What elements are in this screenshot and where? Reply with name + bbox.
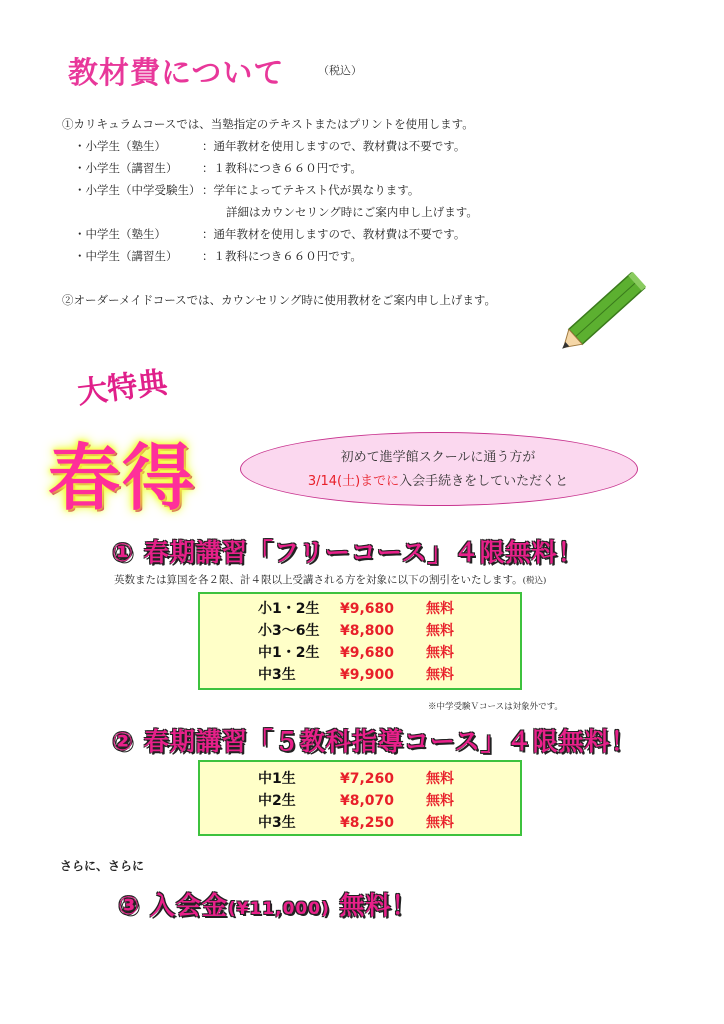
course1-note bbox=[114, 572, 546, 587]
course3-amount: (¥11,000) bbox=[227, 899, 330, 919]
level: 小1・2生 bbox=[258, 601, 320, 617]
course3-title bbox=[118, 886, 418, 922]
item-label: ・小学生（塾生） bbox=[74, 139, 166, 153]
materials-item-elementary-member bbox=[74, 138, 465, 154]
callout-text: 入会手続きをしていただくと bbox=[399, 474, 569, 489]
price-row bbox=[258, 790, 454, 810]
materials-item-curriculum: ①カリキュラムコースでは、当塾指定のテキストまたはプリントを使用します。 bbox=[62, 117, 474, 131]
promo-callout bbox=[240, 432, 638, 506]
item-text: ：通年教材を使用しますので、教材費は不要です。 bbox=[202, 227, 466, 241]
price-row bbox=[258, 768, 454, 788]
course1-note-tax: (税込) bbox=[522, 576, 547, 586]
price: ¥9,900 bbox=[340, 667, 395, 683]
level: 中1・2生 bbox=[258, 645, 320, 661]
level: 中1生 bbox=[258, 771, 296, 787]
price-row bbox=[258, 598, 454, 618]
level: 中3生 bbox=[258, 667, 296, 683]
materials-item-junior-lecture bbox=[74, 248, 362, 264]
free-badge: 無料 bbox=[426, 771, 454, 787]
materials-item-detail: 詳細はカウンセリング時にご案内申し上げます。 bbox=[226, 205, 478, 219]
materials-item-elementary-exam bbox=[74, 182, 419, 198]
callout-deadline: 3/14(土)までに bbox=[307, 474, 400, 489]
price: ¥8,070 bbox=[340, 793, 395, 809]
free-badge: 無料 bbox=[426, 815, 454, 831]
item-label: ・中学生（講習生） bbox=[74, 249, 178, 263]
course1-footnote: ※中学受験Ｖコースは対象外です。 bbox=[428, 702, 563, 712]
callout-line2 bbox=[240, 470, 636, 489]
course2-title: ② 春期講習「５教科指導コース」４限無料！ bbox=[112, 727, 637, 756]
level: 小3～6生 bbox=[258, 623, 320, 639]
promo-headline: 春得 bbox=[48, 436, 197, 520]
price: ¥9,680 bbox=[340, 601, 395, 617]
item-text: ：１教科につき６６０円です。 bbox=[202, 249, 362, 263]
free-badge: 無料 bbox=[426, 601, 454, 617]
course1-title: ① 春期講習「フリーコース」４限無料！ bbox=[112, 538, 584, 567]
item-text: ：通年教材を使用しますので、教材費は不要です。 bbox=[202, 139, 466, 153]
pencil-icon bbox=[548, 262, 658, 362]
price-row bbox=[258, 812, 454, 832]
promo-big-label: 大特典 bbox=[75, 365, 170, 412]
level: 中3生 bbox=[258, 815, 296, 831]
level: 中2生 bbox=[258, 793, 296, 809]
item-label: ・小学生（中学受験生） bbox=[74, 183, 201, 197]
free-badge: 無料 bbox=[426, 793, 454, 809]
materials-item-junior-member bbox=[74, 226, 465, 242]
price: ¥8,800 bbox=[340, 623, 395, 639]
free-badge: 無料 bbox=[426, 645, 454, 661]
item-text: ：１教科につき６６０円です。 bbox=[202, 161, 362, 175]
price: ¥8,250 bbox=[340, 815, 395, 831]
price-row bbox=[258, 620, 454, 640]
price: ¥9,680 bbox=[340, 645, 395, 661]
materials-tax-note: （税込） bbox=[318, 64, 362, 77]
callout-line1: 初めて進学館スクールに通う方が bbox=[340, 450, 536, 465]
course3-prefix: ③ 入会金 bbox=[118, 891, 228, 920]
more-label: さらに、さらに bbox=[60, 859, 145, 873]
materials-title: 教材費について bbox=[68, 56, 285, 91]
materials-item-ordermade: ②オーダーメイドコースでは、カウンセリング時に使用教材をご案内申し上げます。 bbox=[62, 293, 497, 307]
item-text: ：学年によってテキスト代が異なります。 bbox=[202, 183, 420, 197]
course3-suffix: 無料！ bbox=[329, 891, 418, 920]
materials-item-elementary-lecture bbox=[74, 160, 362, 176]
free-badge: 無料 bbox=[426, 667, 454, 683]
price-row bbox=[258, 642, 454, 662]
free-badge: 無料 bbox=[426, 623, 454, 639]
item-label: ・中学生（塾生） bbox=[74, 227, 166, 241]
price: ¥7,260 bbox=[340, 771, 395, 787]
item-label: ・小学生（講習生） bbox=[74, 161, 178, 175]
course1-note-text: 英数または算国を各２限、計４限以上受講される方を対象に以下の割引をいたします。 bbox=[114, 574, 523, 586]
price-row bbox=[258, 664, 454, 684]
